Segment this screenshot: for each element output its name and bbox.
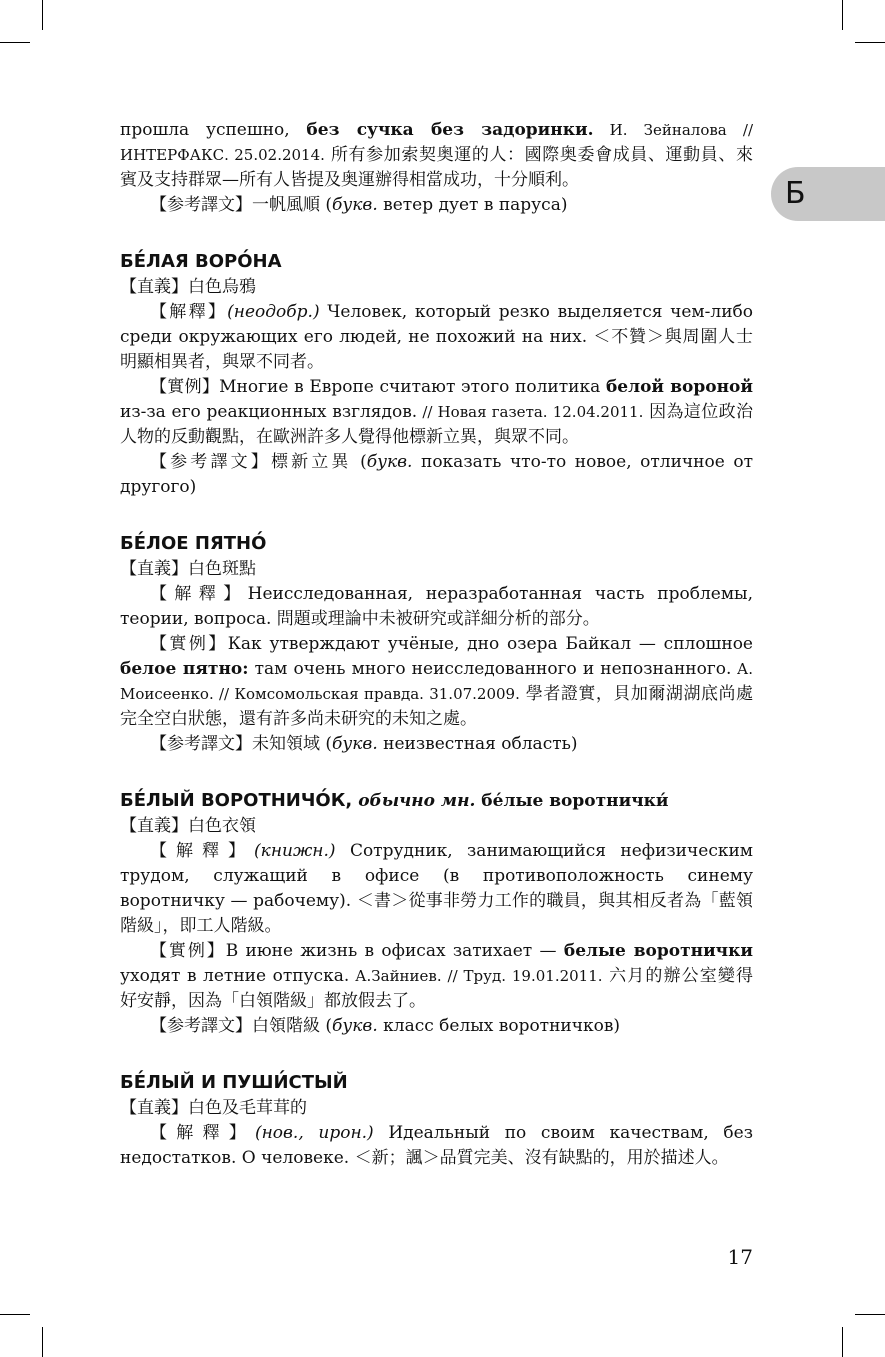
literal-meaning: 白色及毛茸茸的 xyxy=(188,1098,307,1118)
headword: БЕ́ЛОЕ ПЯТНО́ xyxy=(120,533,267,554)
crop-mark xyxy=(855,1314,885,1315)
headword: БЕ́ЛЫЙ И ПУШИ́СТЫЙ xyxy=(120,1072,348,1093)
crop-mark xyxy=(0,42,30,43)
usage-note: (книжн.) xyxy=(254,841,336,861)
crop-mark xyxy=(855,42,885,43)
explanation-label: 【解釋】 xyxy=(150,302,228,322)
example-translation: 所有参加索契奥運的人：國際奥委會成員、運動員、來賓及支持群眾—所有人皆提及奥運辦得相當成功，十分順利。 xyxy=(120,145,754,190)
usage-note: обычно мн. xyxy=(352,791,476,811)
explanation-text: Человек, который резко выделяется чем-либо среди окружающих его людей, не похожий на них. ＜不贊＞與周圍人士明顯相異者，與眾不同者。 xyxy=(120,302,753,372)
usage-note: (неодобр.) xyxy=(227,302,320,322)
reference-translation: 未知領域 ( xyxy=(252,734,333,754)
crop-mark xyxy=(842,0,843,30)
example-source: А.Зайниев. // Труд. 19.01.2011. xyxy=(349,967,603,985)
literal-label: 【直義】 xyxy=(120,277,188,297)
example-phrase: белые воротнички xyxy=(563,941,754,961)
example-source: // Новая газета. 12.04.2011. xyxy=(417,403,644,421)
reference-literal: ветер дует в паруса) xyxy=(377,195,568,215)
reference-translation: 一帆風順 ( xyxy=(252,195,333,215)
crop-mark xyxy=(42,1327,43,1357)
reference-label: 【参考譯文】 xyxy=(150,1016,252,1036)
dictionary-entry xyxy=(120,531,753,757)
crop-mark xyxy=(0,1314,30,1315)
example-source: И. Зейналова // ИНТЕРФАКС. 25.02.2014. xyxy=(120,121,753,164)
explanation-label: 【解釋】 xyxy=(150,841,255,861)
crop-mark xyxy=(842,1327,843,1357)
literal-label: 【直義】 xyxy=(120,1098,188,1118)
letter-thumb-tab: Б xyxy=(771,167,885,221)
reference-label: 【参考譯文】 xyxy=(150,734,252,754)
bukv-abbr: букв. xyxy=(366,452,413,472)
crop-mark xyxy=(42,0,43,30)
explanation-label: 【解釋】 xyxy=(150,1123,255,1143)
example-source: А. Моисеенко. // Комсомольская правда. 31.07.2009. xyxy=(120,660,753,703)
example-phrase: белой вороной xyxy=(605,377,753,397)
explanation-text: Неисследованная, неразработанная часть проблемы, теории, вопроса. 問題或理論中未被研究或詳細分析的部分。 xyxy=(120,584,753,629)
literal-label: 【直義】 xyxy=(120,559,188,579)
bukv-abbr: букв. xyxy=(332,195,378,215)
example-text: Многие в Европе считают этого политика xyxy=(219,377,606,397)
example-translation: 六月的辦公室變得好安靜，因為「白領階級」都放假去了。 xyxy=(120,966,753,1011)
explanation-text: Сотрудник, занимающийся нефизическим трудом, служащий в офисе (в противоположность синему воротничку — рабочему). ＜書＞從事非勞力工作的職員，與其相反者為「藍領階級」，即工人階級。 xyxy=(120,841,754,936)
example-label: 【實例】 xyxy=(150,377,220,397)
explanation-text: Идеальный по своим качествам, без недостатков. О человеке. ＜新；諷＞品質完美、沒有缺點的，用於描述人。 xyxy=(120,1123,753,1168)
dictionary-page xyxy=(120,118,753,1171)
headword-plural: бе́лые воротнички́ xyxy=(475,791,669,811)
reference-literal: показать что-то новое, отличное от другого) xyxy=(120,452,753,497)
headword xyxy=(120,788,753,814)
example-text: там очень много неисследованного и непознанного. xyxy=(248,659,732,679)
literal-meaning: 白色衣領 xyxy=(188,816,256,836)
headword: БЕ́ЛАЯ ВОРО́НА xyxy=(120,251,282,272)
continued-example xyxy=(120,118,753,218)
reference-translation: 標新立異 ( xyxy=(270,452,367,472)
explanation-label: 【解釋】 xyxy=(150,584,248,604)
reference-label: 【参考譯文】 xyxy=(150,195,252,215)
headword-main: БЕ́ЛЫЙ ВОРОТНИЧО́К, xyxy=(120,790,353,811)
example-translation: 學者證實，貝加爾湖湖底尚處完全空白狀態，還有許多尚未研究的未知之處。 xyxy=(120,684,754,729)
dictionary-entry xyxy=(120,1070,753,1171)
example-text: Как утверждают учёные, дно озера Байкал — сплошное xyxy=(227,634,753,654)
bukv-abbr: букв. xyxy=(332,1016,378,1036)
example-label: 【實例】 xyxy=(150,941,226,961)
example-text: прошла успешно, xyxy=(120,120,307,140)
dictionary-entry xyxy=(120,249,753,500)
example-phrase: без сучка без задоринки. xyxy=(306,120,594,140)
literal-meaning: 白色斑點 xyxy=(188,559,256,579)
literal-label: 【直義】 xyxy=(120,816,188,836)
bukv-abbr: букв. xyxy=(332,734,378,754)
example-phrase: белое пятно: xyxy=(120,659,249,679)
usage-note: (нов., ирон.) xyxy=(254,1123,374,1143)
reference-label: 【参考譯文】 xyxy=(150,452,271,472)
page-number: 17 xyxy=(727,1245,753,1269)
example-label: 【實例】 xyxy=(150,634,228,654)
reference-literal: неизвестная область) xyxy=(377,734,578,754)
example-translation: 因為這位政治人物的反動觀點，在歐洲許多人覺得他標新立異，與眾不同。 xyxy=(120,402,753,447)
example-text: из-за его реакционных взглядов. xyxy=(120,402,418,422)
reference-literal: класс белых воротничков) xyxy=(377,1016,621,1036)
example-text: В июне жизнь в офисах затихает — xyxy=(225,941,564,961)
reference-translation: 白領階級 ( xyxy=(252,1016,333,1036)
example-text: уходят в летние отпуска. xyxy=(120,966,350,986)
literal-meaning: 白色烏鴉 xyxy=(188,277,256,297)
dictionary-entry xyxy=(120,788,753,1039)
